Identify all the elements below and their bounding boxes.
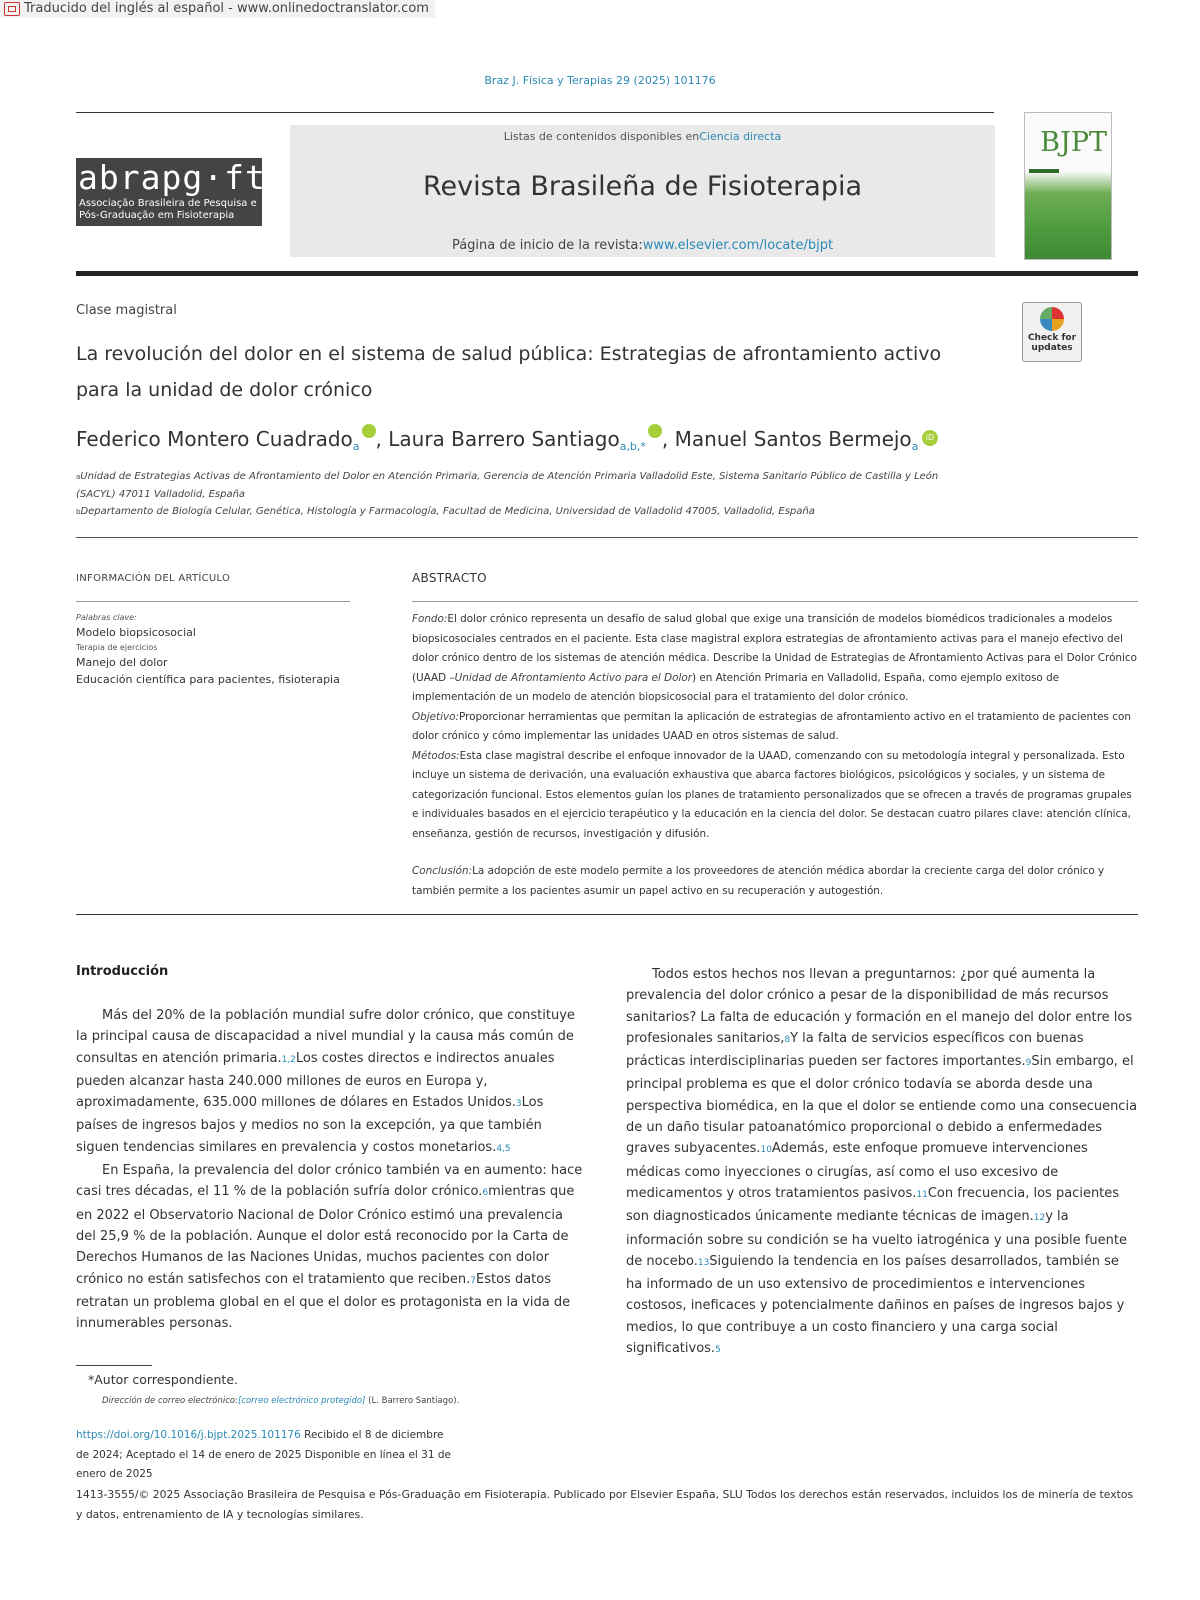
citation-ref[interactable]: 9 [1025, 1058, 1032, 1069]
keyword: Modelo biopsicosocial [76, 626, 196, 639]
introduction-heading: Introducción [76, 964, 169, 979]
abstract-conclusion-text: La adopción de este modelo permite a los proveedores de atención médica abordar la creciente carga del dolor crónico y también permite a los pacientes asumir un papel activo en su recuperación y autogestión. [412, 865, 1105, 897]
abstract-methods-label: Métodos: [412, 749, 460, 762]
affiliation-b [76, 503, 976, 521]
email-note [102, 1396, 459, 1406]
orcid-icon[interactable] [648, 424, 662, 438]
section-rule [76, 537, 1138, 538]
abstract-conclusion [412, 862, 1140, 901]
affiliation-a-text: Unidad de Estrategias Activas de Afrontamiento del Dolor en Atención Primaria, Gerencia de Atención Primaria Valladolid Este, Sistema Sanitario Público de Castilla y León (SACYL) 47011 Valladolid, España [76, 471, 939, 500]
sciencedirect-link[interactable]: Ciencia directa [699, 130, 782, 143]
abstract-body [412, 610, 1140, 901]
cover-title: BJPT [1040, 127, 1107, 158]
body-text: Además, este enfoque promueve intervenciones médicas como inyecciones o cirugías, así como el uso excesivo de medicamentos y otros tratamientos pasivos. [626, 1141, 1088, 1201]
doi-link[interactable]: https://doi.org/10.1016/j.bjpt.2025.101176 [76, 1429, 301, 1441]
body-text: Y la falta de servicios específicos con buenas prácticas interdisciplinarias pueden ser factores importantes. [626, 1030, 1084, 1070]
affiliation-a [76, 468, 976, 503]
abstract-methods [412, 747, 1140, 845]
pdf-icon [4, 2, 20, 16]
body-paragraph [76, 1005, 586, 1160]
cover-bar [1029, 169, 1059, 173]
email-link[interactable]: [correo electrónico protegido] [237, 1396, 366, 1406]
affil-marker: b [76, 508, 81, 516]
email-name: (L. Barrero Santiago). [368, 1396, 460, 1406]
body-text: En España, la prevalencia del dolor crónico también va en aumento: hace casi tres décadas, el 11 % de la población sufría dolor crónico. [76, 1163, 583, 1200]
citation-ref[interactable]: 3 [515, 1099, 522, 1110]
corresponding-author-note: *Autor correspondiente. [88, 1372, 238, 1387]
journal-homepage-line [290, 238, 995, 253]
keyword: Educación científica para pacientes, fisioterapia [76, 673, 340, 686]
email-label: Dirección de correo electrónico: [102, 1396, 238, 1406]
keywords-list [76, 624, 356, 688]
abstract-background-italic: Unidad de Afrontamiento Activo para el Dolor [454, 671, 692, 684]
abstract-background-text-end: ) en Atención Primaria en Valladolid, España, como ejemplo exitoso de implementación de un modelo de atención biopsicosocial para el tratamiento del dolor crónico. [412, 671, 1060, 703]
author-list: Federico Montero Cuadrado$^a$ , Laura Barrero Santiago$^{a,b,*}$ , Manuel Santos Bermejo$^a$ [76, 424, 1076, 453]
body-text: y la información sobre su condición se ha vuelto iatrogénica y una posible fuente de nocebo. [626, 1209, 1127, 1269]
citation-ref[interactable]: 12 [1033, 1213, 1046, 1224]
author-name[interactable]: Laura Barrero Santiago [388, 427, 620, 451]
abrapg-logo [76, 158, 266, 226]
keyword: Terapia de ejercicios [76, 643, 158, 652]
author-name[interactable]: Federico Montero Cuadrado [76, 427, 353, 451]
body-text: Sin embargo, el principal problema es que el dolor crónico todavía se aborda desde una perspectiva biomédica, en la que el dolor se entiende como una consecuencia de un daño tisular patoanatómico proporcional o debido a enfermedades graves subyacentes. [626, 1054, 1138, 1157]
translator-banner-text: Traducido del inglés al español - www.onlinedoctranslator.com [24, 1, 429, 16]
abstract-methods-text: Esta clase magistral describe el enfoque innovador de la UAAD, comenzando con su metodología integral y personalizada. Esto incluye un sistema de derivación, una evaluación exhaustiva que abarca factores biológicos, psicológicos y sociales, y un sistema de categorización funcional. Estos elementos guían los planes de tratamiento personalizados que se ofrecen a través de programas grupales e individuales basados en el ejercicio terapéutico y la educación en la ciencia del dolor. Se destacan cuatro pilares clave: atención clínica, enseñanza, gestión de recursos, investigación y difusión. [412, 749, 1132, 840]
body-text: Más del 20% de la población mundial sufre dolor crónico, que constituye la principal causa de discapacidad a nivel mundial y la causa más común de consultas en atención primaria. [76, 1008, 575, 1066]
body-text: Siguiendo la tendencia en los países desarrollados, también se ha informado de un uso extensivo de procedimientos e intervenciones costosos, ineficaces y potencialmente dañinos en países de ingresos bajos y medios, lo que contribuye a un costo financiero y una carga social significativos. [626, 1253, 1125, 1357]
article-info-rule [76, 601, 350, 602]
abstract-gap [412, 844, 1140, 862]
author-affil-sup[interactable]: a [352, 440, 360, 453]
citation-ref[interactable]: 4,5 [496, 1143, 511, 1154]
copyright-notice: 1413-3555/© 2025 Associação Brasileira de Pesquisa e Pós-Graduação em Fisioterapia. Publicado por Elsevier España, SLU Todos los derechos están reservados, incluidos los de minería de textos y datos, entrenamiento de IA y tecnologías similares. [76, 1488, 1134, 1521]
author-name[interactable]: Manuel Santos Bermejo [674, 427, 912, 451]
section-type: Clase magistral [76, 303, 177, 318]
keyword: Manejo del dolor [76, 656, 168, 669]
body-text: Los costes directos e indirectos anuales pueden alcanzar hasta 240.000 millones de euros en Europa y, aproximadamente, 635.000 millones de dólares en Estados Unidos. [76, 1050, 555, 1111]
body-text: mientras que en 2022 el Observatorio Nacional de Dolor Crónico estimó una prevalencia del 25,9 % de la población. Aunque el dolor está reconocido por la Carta de Derechos Humanos de las Naciones Unidas, muchos pacientes con dolor crónico no están satisfechos con el tratamiento que reciben. [76, 1184, 575, 1287]
citation-ref[interactable]: 13 [697, 1257, 710, 1268]
abstract-rule [412, 601, 1138, 602]
citation-ref[interactable]: 10 [760, 1145, 772, 1156]
footnote-rule [76, 1365, 152, 1366]
journal-citation[interactable]: Braz J. Física y Terapias 29 (2025) 101176 [484, 74, 716, 87]
check-updates-label: Check for updates [1027, 333, 1077, 353]
homepage-link[interactable]: www.elsevier.com/locate/bjpt [642, 238, 834, 253]
abstract-background [412, 610, 1140, 708]
body-paragraph [76, 1160, 586, 1334]
check-updates-icon [1040, 307, 1064, 331]
body-paragraph [626, 964, 1138, 1361]
citation-ref[interactable]: 8 [784, 1034, 791, 1045]
abrapg-logo-line2: Pós-Graduação em Fisioterapia [79, 210, 235, 221]
journal-name: Revista Brasileña de Fisioterapia [422, 171, 863, 202]
abstract-objective-text: Proporcionar herramientas que permitan la aplicación de estrategias de afrontamiento activo en el tratamiento de pacientes con dolor crónico y cómo implementar las unidades UAAD en otros sistemas de salud. [412, 710, 1131, 742]
doi-and-dates [76, 1426, 456, 1485]
body-text: Estos datos retratan un problema global en el que el dolor es protagonista en la vida de innumerables personas. [76, 1271, 571, 1332]
body-column-left [76, 1005, 586, 1334]
abrapg-logo-wordmark: abrapg·ft [78, 158, 266, 197]
affiliations [76, 468, 976, 521]
body-column-right [626, 964, 1138, 1361]
translator-banner[interactable] [0, 0, 435, 18]
check-for-updates-badge[interactable] [1022, 302, 1082, 362]
abrapg-logo-line1: Associação Brasileira de Pesquisa e [79, 198, 257, 209]
body-text: Todos estos hechos nos llevan a preguntarnos: ¿por qué aumenta la prevalencia del dolor crónico a pesar de la disponibilidad de más recursos sanitarios? La falta de educación y formación en el manejo del dolor entre los profesionales sanitarios, [626, 967, 1133, 1046]
citation-ref[interactable]: 5 [715, 1345, 721, 1356]
journal-header-box [290, 125, 995, 257]
abstract-objective [412, 708, 1140, 747]
citation-ref[interactable]: 1,2 [281, 1054, 296, 1065]
abrapg-logo-subtitle [79, 198, 257, 222]
contents-list-line [290, 130, 995, 143]
header-thick-rule [76, 271, 1138, 276]
citation-ref[interactable]: 7 [470, 1275, 476, 1286]
contents-list-prefix: Listas de contenidos disponibles en [503, 130, 700, 143]
homepage-prefix: Página de inicio de la revista: [451, 238, 643, 253]
abstract-background-label: Fondo: [412, 613, 448, 625]
abstract-conclusion-label: Conclusión: [412, 865, 473, 877]
affiliation-b-text: Departamento de Biología Celular, Genética, Histología y Farmacología, Facultad de Medicina, Universidad de Valladolid 47005, Valladolid, España [80, 506, 815, 517]
citation-ref[interactable]: 6 [482, 1188, 489, 1199]
orcid-icon[interactable]: iD [922, 430, 938, 446]
article-info-heading: INFORMACIÓN DEL ARTÍCULO [76, 573, 231, 584]
author-affil-sup[interactable]: a [911, 440, 919, 453]
header-rule [76, 112, 994, 113]
body-text: Con frecuencia, los pacientes son diagnosticados únicamente mediante técnicas de imagen. [626, 1185, 1120, 1225]
article-title: La revolución del dolor en el sistema de salud pública: Estrategias de afrontamiento activo para la unidad de dolor crónico [76, 343, 942, 401]
keywords-label: Palabras clave: [76, 613, 137, 622]
orcid-icon[interactable] [362, 424, 376, 438]
abstract-background-text: El dolor crónico representa un desafío de salud global que exige una transición de modelos biomédicos tradicionales a modelos biopsicosociales centrados en el paciente. Esta clase magistral explora estrategias de afrontamiento activas para el manejo efectivo del dolor crónico dentro de los sistemas de atención médica. Describe la Unidad de Estrategias de Afrontamiento Activas para el Dolor Crónico (UAAD – [412, 613, 1137, 684]
section-rule [76, 914, 1138, 915]
body-text: Los países de ingresos bajos y medios no son la excepción, ya que también siguen tendencias similares en prevalencia y costos monetarios. [76, 1095, 544, 1155]
article-dates: Recibido el 8 de diciembre de 2024; Aceptado el 14 de enero de 2025 Disponible en línea el 31 de enero de 2025 [76, 1429, 451, 1480]
journal-cover-image[interactable] [1024, 112, 1112, 260]
author-affil-sup[interactable]: a,b,* [619, 440, 646, 453]
affil-marker: a [76, 473, 81, 481]
abstract-objective-label: Objetivo: [412, 710, 460, 723]
citation-ref[interactable]: 11 [916, 1189, 928, 1200]
abstract-heading: ABSTRACTO [412, 571, 487, 585]
